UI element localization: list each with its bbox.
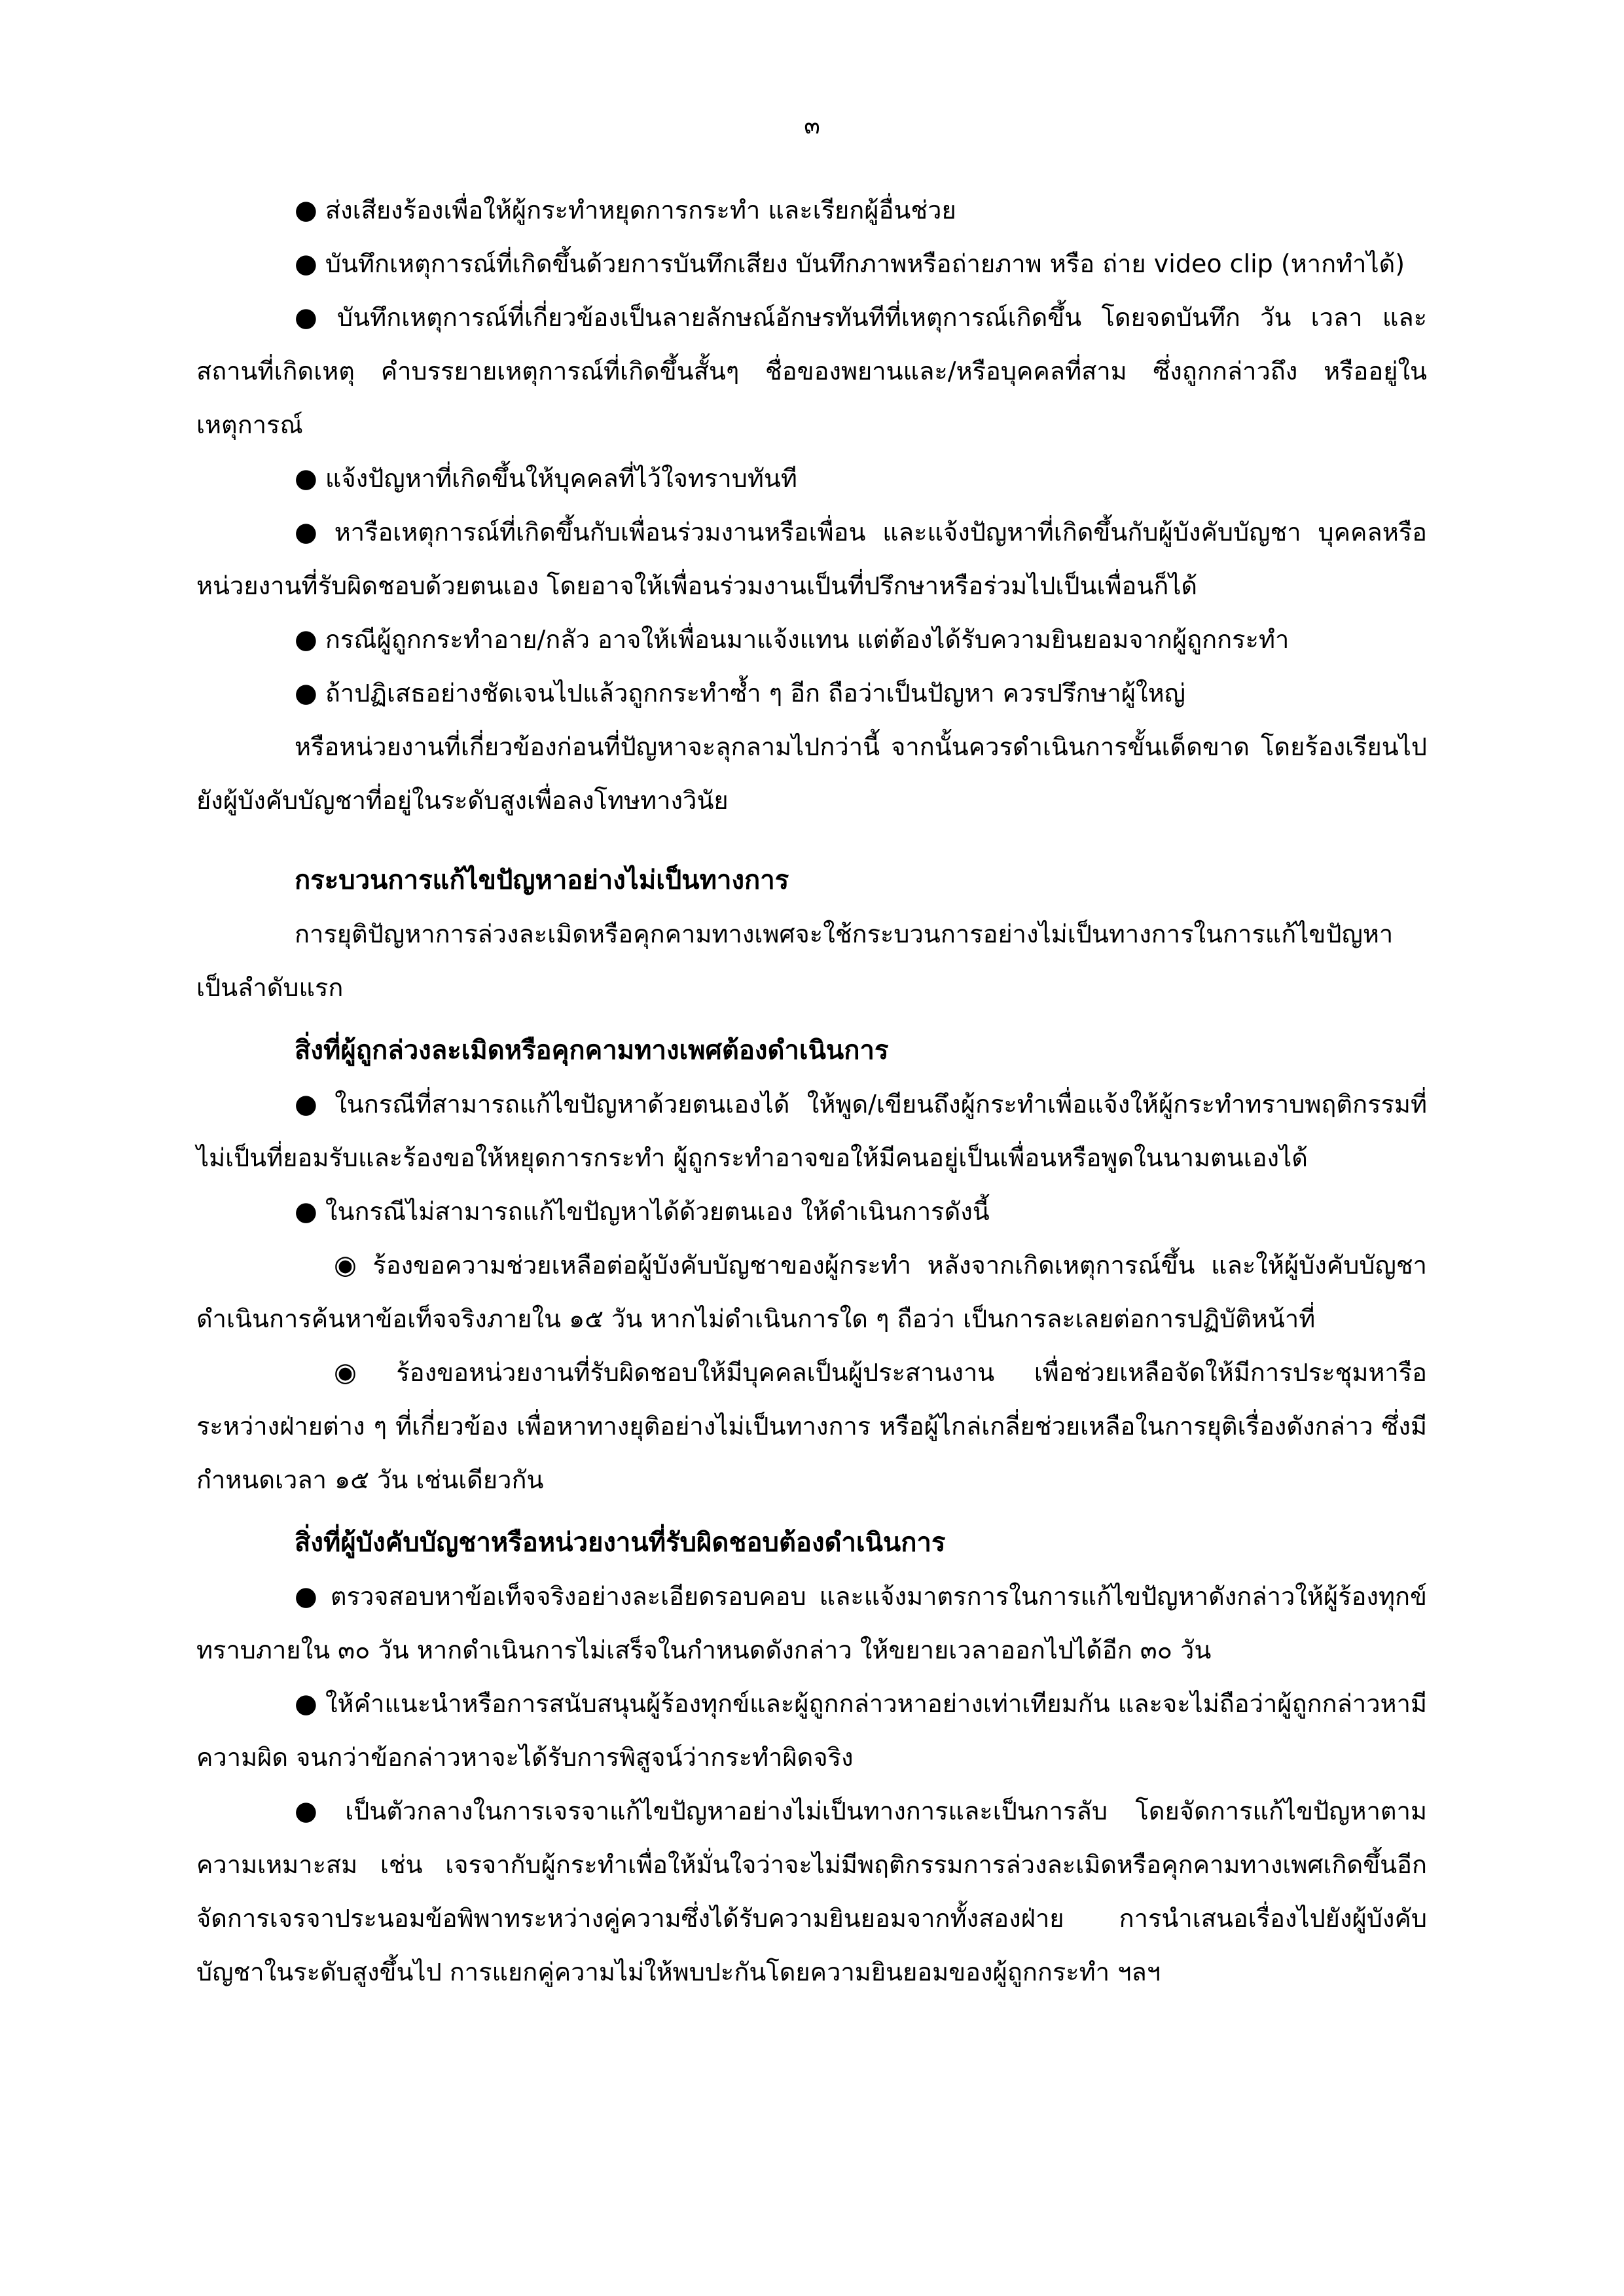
bullet-icon: ● <box>295 517 327 547</box>
bullet-item <box>196 1784 1427 1999</box>
bullet-icon: ● <box>295 1689 317 1719</box>
section-gap <box>196 827 1427 853</box>
bullet-item <box>196 666 1427 720</box>
bullet-item <box>196 291 1427 452</box>
bullet-text: หารือเหตุการณ์ที่เกิดขึ้นกับเพื่อนร่วมงานหรือเพื่อน และแจ้งปัญหาที่เกิดขึ้นกับผู้บังคับบัญชา บุคคลหรือหน่วยงานที่รับผิดชอบด้วยตนเอง โดยอาจให้เพื่อนร่วมงานเป็นที่ปรึกษาหรือร่วมไปเป็นเพื่อนก็ได้ <box>196 518 1427 600</box>
bullet-item <box>196 505 1427 613</box>
section-gap <box>196 1014 1427 1024</box>
paragraph: หรือหน่วยงานที่เกี่ยวข้องก่อนที่ปัญหาจะลุกลามไปกว่านี้ จากนั้นควรดำเนินการขั้นเด็ดขาด โดยร้องเรียนไปยังผู้บังคับบัญชาที่อยู่ในระดับสูงเพื่อลงโทษทางวินัย <box>196 732 1427 815</box>
bullet-text: ส่งเสียงร้องเพื่อให้ผู้กระทำหยุดการกระทำ และเรียกผู้อื่นช่วย <box>325 196 956 224</box>
bullet-icon: ● <box>295 302 330 332</box>
section-gap <box>196 1507 1427 1516</box>
paragraph: การยุติปัญหาการล่วงละเมิดหรือคุกคามทางเพศจะใช้กระบวนการอย่างไม่เป็นทางการในการแก้ไขปัญหาเป็นลำดับแรก <box>196 920 1394 1002</box>
document-body <box>196 183 1427 1999</box>
bullet-text: ร้องขอหน่วยงานที่รับผิดชอบให้มีบุคคลเป็นผู้ประสานงาน เพื่อช่วยเหลือจัดให้มีการประชุมหารือระหว่างฝ่ายต่าง ๆ ที่เกี่ยวข้อง เพื่อหาทางยุติอย่างไม่เป็นทางการ หรือผู้ไกล่เกลี่ยช่วยเหลือในการยุติเรื่องดังกล่าว ซึ่งมีกำหนดเวลา ๑๕ วัน เช่นเดียวกัน <box>196 1358 1427 1494</box>
bullet-text: บันทึกเหตุการณ์ที่เกี่ยวข้องเป็นลายลักษณ์อักษรทันทีที่เหตุการณ์เกิดขึ้น โดยจดบันทึก วัน เวลา และสถานที่เกิดเหตุ คำบรรยายเหตุการณ์ที่เกิดขึ้นสั้นๆ ชื่อของพยานและ/หรือบุคคลที่สาม ซึ่งถูกกล่าวถึง หรืออยู่ในเหตุการณ์ <box>196 303 1428 439</box>
bullet-text: ร้องขอความช่วยเหลือต่อผู้บังคับบัญชาของผู้กระทำ หลังจากเกิดเหตุการณ์ขึ้น และให้ผู้บังคับบัญชาดำเนินการค้นหาข้อเท็จจริงภายใน ๑๕ วัน หากไม่ดำเนินการใด ๆ ถือว่า เป็นการละเลยต่อการปฏิบัติหน้าที่ <box>196 1251 1427 1333</box>
section-heading: สิ่งที่ผู้ถูกล่วงละเมิดหรือคุกคามทางเพศต้องดำเนินการ <box>295 1035 889 1066</box>
bullet-item <box>196 237 1427 291</box>
section-heading: กระบวนการแก้ไขปัญหาอย่างไม่เป็นทางการ <box>295 865 789 895</box>
sub-bullet-item <box>196 1346 1427 1507</box>
bullet-text: กรณีผู้ถูกกระทำอาย/กลัว อาจให้เพื่อนมาแจ้งแทน แต่ต้องได้รับความยินยอมจากผู้ถูกกระทำ <box>325 625 1290 654</box>
sub-bullet-item <box>196 1238 1427 1346</box>
bullet-item <box>196 452 1427 505</box>
bullet-icon: ● <box>295 624 317 655</box>
bullet-item <box>196 613 1427 666</box>
bullet-text: บันทึกเหตุการณ์ที่เกิดขึ้นด้วยการบันทึกเสียง บันทึกภาพหรือถ่ายภาพ หรือ ถ่าย video clip (หากทำได้) <box>325 249 1405 278</box>
bullet-text: เป็นตัวกลางในการเจรจาแก้ไขปัญหาอย่างไม่เป็นทางการและเป็นการลับ โดยจัดการแก้ไขปัญหาตามความเหมาะสม เช่น เจรจากับผู้กระทำเพื่อให้มั่นใจว่าจะไม่มีพฤติกรรมการล่วงละเมิดหรือคุกคามทางเพศเกิดขึ้นอีก จัดการเจรจาประนอมข้อพิพาทระหว่างคู่ความซึ่งได้รับความยินยอมจากทั้งสองฝ่าย การนำเสนอเรื่องไปยังผู้บังคับบัญชาในระดับสูงขึ้นไป การแยกคู่ความไม่ให้พบปะกันโดยความยินยอมของผู้ถูกกระทำ ฯลฯ <box>196 1797 1427 1986</box>
target-bullet-icon: ◉ <box>334 1357 389 1388</box>
bullet-item <box>196 1677 1427 1784</box>
bullet-text: ถ้าปฏิเสธอย่างชัดเจนไปแล้วถูกกระทำซ้ำ ๆ อีก ถือว่าเป็นปัญหา ควรปรึกษาผู้ใหญ่ <box>325 679 1186 708</box>
bullet-icon: ● <box>295 463 317 493</box>
bullet-icon: ● <box>295 195 317 225</box>
bullet-item <box>196 1077 1427 1185</box>
bullet-text: แจ้งปัญหาที่เกิดขึ้นให้บุคคลที่ไว้ใจทราบทันที <box>325 464 797 493</box>
bullet-icon: ● <box>295 1089 327 1119</box>
page-number: ๓ <box>804 113 820 139</box>
bullet-icon: ● <box>295 678 317 708</box>
bullet-icon: ● <box>295 1796 338 1826</box>
bullet-item <box>196 183 1427 237</box>
bullet-text: ในกรณีที่สามารถแก้ไขปัญหาด้วยตนเองได้ ให้พูด/เขียนถึงผู้กระทำเพื่อแจ้งให้ผู้กระทำทราบพฤติกรรมที่ไม่เป็นที่ยอมรับและร้องขอให้หยุดการกระทำ ผู้ถูกระทำอาจขอให้มีคนอยู่เป็นเพื่อนหรือพูดในนามตนเองได้ <box>196 1090 1428 1172</box>
bullet-icon: ● <box>295 1581 323 1611</box>
bullet-icon: ● <box>295 1196 317 1227</box>
target-bullet-icon: ◉ <box>334 1250 365 1280</box>
bullet-text: ตรวจสอบหาข้อเท็จจริงอย่างละเอียดรอบคอบ และแจ้งมาตรการในการแก้ไขปัญหาดังกล่าวให้ผู้ร้องทุกข์ทราบภายใน ๓๐ วัน หากดำเนินการไม่เสร็จในกำหนดดังกล่าว ให้ขยายเวลาออกไปได้อีก ๓๐ วัน <box>196 1582 1427 1664</box>
bullet-text: ในกรณีไม่สามารถแก้ไขปัญหาได้ด้วยตนเอง ให้ดำเนินการดังนี้ <box>325 1197 990 1226</box>
bullet-item <box>196 1570 1427 1677</box>
bullet-icon: ● <box>295 249 317 279</box>
section-heading: สิ่งที่ผู้บังคับบัญชาหรือหน่วยงานที่รับผิดชอบต้องดำเนินการ <box>295 1528 946 1558</box>
bullet-item <box>196 1185 1427 1238</box>
bullet-text: ให้คำแนะนำหรือการสนับสนุนผู้ร้องทุกข์และผู้ถูกกล่าวหาอย่างเท่าเทียมกัน และจะไม่ถือว่าผู้ถูกกล่าวหามีความผิด จนกว่าข้อกล่าวหาจะได้รับการพิสูจน์ว่ากระทำผิดจริง <box>196 1689 1427 1772</box>
